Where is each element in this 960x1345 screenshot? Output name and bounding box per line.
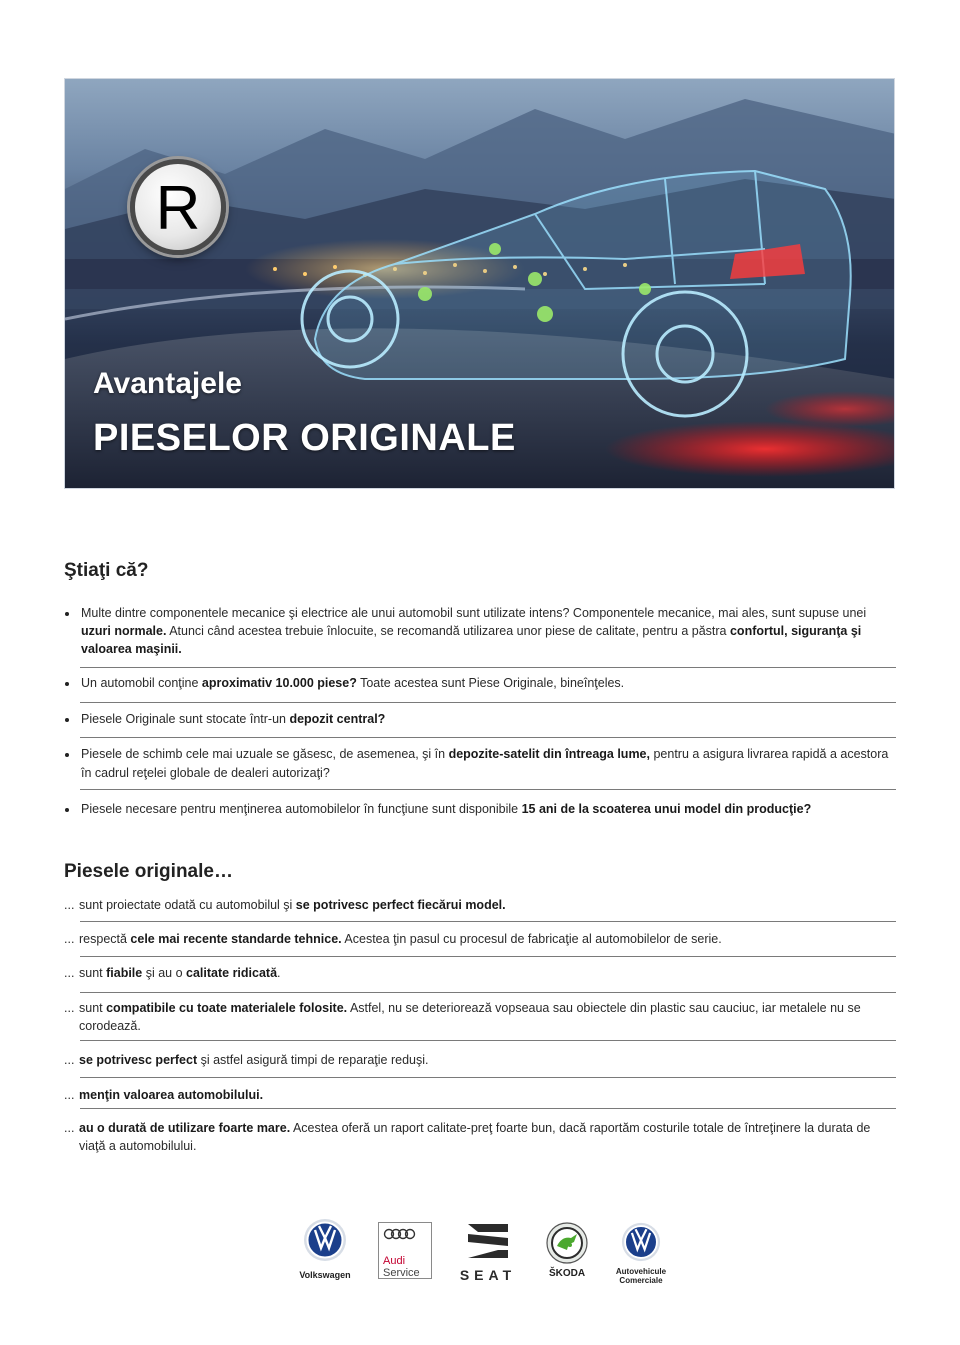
vw-commercial-emblem-icon — [621, 1222, 661, 1262]
ellipsis-prefix: ... — [64, 1053, 75, 1067]
list-item — [64, 710, 896, 728]
audi-service-label: Service — [383, 1267, 420, 1279]
divider — [80, 737, 896, 738]
r-logo-badge — [130, 159, 226, 255]
list-item — [64, 745, 896, 783]
ellipsis-prefix: ... — [64, 1121, 75, 1135]
skoda-logo — [540, 1222, 594, 1279]
divider — [80, 789, 896, 790]
text-run: Piesele necesare pentru menţinerea automobilelor în funcţiune sunt disponibile — [81, 802, 522, 816]
ellipsis-prefix: ... — [64, 898, 75, 912]
audi-label: Audi — [383, 1255, 406, 1267]
hero-banner — [64, 78, 895, 489]
section-heading: Piesele originale… — [64, 861, 233, 882]
list-item — [64, 999, 896, 1035]
divider — [80, 1108, 896, 1109]
audi-rings-icon — [383, 1228, 417, 1240]
ellipsis-prefix: ... — [64, 1001, 75, 1015]
list-item — [64, 1119, 896, 1155]
skoda-label: ŠKODA — [548, 1268, 586, 1279]
text-run: Acestea oferă un raport calitate-preţ foarte bun, dacă raportăm costurile totale de întreţinere la durata de viaţă a automobilului. — [79, 1121, 871, 1153]
did-you-know-section — [64, 560, 896, 816]
divider — [80, 921, 896, 922]
bold-text: fiabile — [106, 966, 143, 980]
volkswagen-label: Volkswagen — [299, 1270, 351, 1280]
bold-text: 15 ani de la scoaterea unui model din producţie? — [521, 802, 812, 816]
text-run: Piesele de schimb cele mai uzuale se găsesc, de asemenea, şi în — [81, 747, 449, 761]
hero-title: PIESELOR ORIGINALE — [93, 417, 516, 459]
bold-text: se potrivesc perfect fiecărui model. — [295, 898, 506, 912]
seat-label: SEAT — [459, 1267, 517, 1283]
list-item — [64, 930, 896, 948]
text-run: sunt — [79, 1001, 107, 1015]
ellipsis-prefix: ... — [64, 932, 75, 946]
list-item — [64, 1086, 896, 1104]
text-run: Multe dintre componentele mecanice şi electrice ale unui automobil sunt utilizate intens? Componentele mecanice, mai ales, sunt supuse unei — [81, 606, 867, 620]
seat-logo — [450, 1222, 526, 1283]
text-run: Atunci când acestea trebuie înlocuite, se recomandă utilizarea unor piese de calitate, pentru a păstra — [166, 624, 730, 638]
text-run: sunt — [79, 966, 107, 980]
section-heading: Ştiaţi că? — [64, 560, 149, 581]
text-run: Acestea ţin pasul cu procesul de fabricaţie al automobilelor de serie. — [341, 932, 722, 946]
list-item — [64, 1051, 896, 1069]
divider — [80, 992, 896, 993]
text-run: . — [277, 966, 281, 980]
divider — [80, 1077, 896, 1078]
list-item — [64, 674, 896, 692]
bold-text: uzuri normale. — [81, 624, 167, 638]
ellipsis-prefix: ... — [64, 1088, 75, 1102]
brand-logos — [290, 1218, 680, 1288]
bold-text: depozite-satelit din întreaga lume, — [448, 747, 650, 761]
bold-text: au o durată de utilizare foarte mare. — [79, 1121, 291, 1135]
text-run: Toate acestea sunt Piese Originale, bineînţeles. — [356, 676, 625, 690]
bold-text: aproximativ 10.000 piese? — [201, 676, 357, 690]
list-item — [64, 964, 896, 982]
seat-emblem-icon — [466, 1222, 510, 1260]
list-item — [64, 604, 896, 658]
divider — [80, 667, 896, 668]
text-run: sunt proiectate odată cu automobilul şi — [79, 898, 296, 912]
bold-text: calitate ridicată — [186, 966, 278, 980]
text-run: respectă — [79, 932, 131, 946]
bold-text: compatibile cu toate materialele folosite. — [106, 1001, 348, 1015]
bold-text: cele mai recente standarde tehnice. — [130, 932, 342, 946]
vw-commercial-logo — [612, 1222, 670, 1285]
text-run: Un automobil conţine — [81, 676, 202, 690]
bold-text: depozit central? — [289, 712, 386, 726]
vw-commercial-label-1: Autovehicule — [615, 1267, 667, 1276]
text-run: şi au o — [142, 966, 187, 980]
text-run: pentru a asigura livrarea rapidă a acestora în cadrul reţelei globale de dealeri autorizaţi? — [81, 747, 889, 780]
skoda-emblem-icon — [546, 1222, 588, 1264]
original-parts-section — [64, 861, 896, 1153]
divider — [80, 1040, 896, 1041]
list-item — [64, 896, 896, 914]
ellipsis-prefix: ... — [64, 966, 75, 980]
bold-text: confortul, siguranţa şi valoarea maşinii. — [81, 624, 862, 656]
list-item — [64, 800, 896, 818]
volkswagen-logo — [290, 1218, 360, 1280]
divider — [80, 702, 896, 703]
audi-service-logo — [378, 1222, 432, 1279]
vw-emblem-icon — [303, 1218, 347, 1262]
vw-commercial-label-2: Comerciale — [619, 1276, 663, 1285]
hero-subtitle: Avantajele — [93, 367, 242, 400]
bold-text: se potrivesc perfect — [79, 1053, 198, 1067]
text-run: şi astfel asigură timpi de reparaţie reduşi. — [197, 1053, 429, 1067]
text-run: Piesele Originale sunt stocate într-un — [81, 712, 290, 726]
divider — [80, 956, 896, 957]
text-run: Astfel, nu se deteriorează vopseaua sau obiectele din plastic sau cauciuc, iar metalele nu se corodează. — [79, 1001, 861, 1033]
r-logo-letter: R — [155, 174, 201, 243]
bold-text: menţin valoarea automobilului. — [79, 1088, 264, 1102]
